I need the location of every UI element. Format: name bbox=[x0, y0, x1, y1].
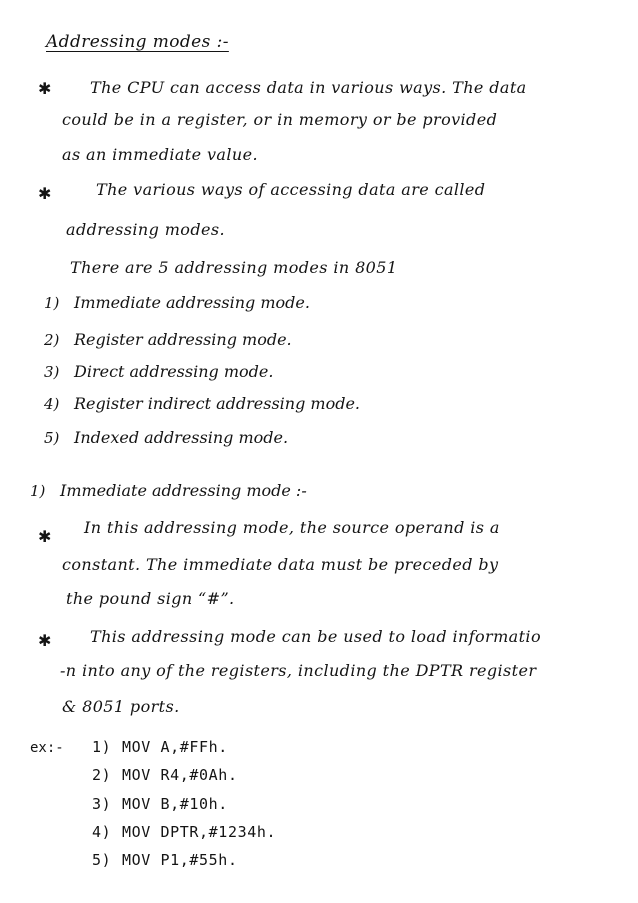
mode-list-item bbox=[44, 428, 288, 447]
mode-list-item bbox=[44, 293, 310, 312]
mode-label: Register indirect addressing mode. bbox=[74, 394, 361, 413]
modes-count-line: There are 5 addressing modes in 8051 bbox=[70, 258, 398, 277]
intro-bullet1-line2: could be in a register, or in memory or be provided bbox=[62, 110, 498, 129]
mode-number: 1) bbox=[44, 294, 60, 312]
mode-list-item bbox=[44, 362, 273, 381]
section1-bullet1-line1: In this addressing mode, the source operand is a bbox=[84, 518, 500, 537]
mode-label: Indexed addressing mode. bbox=[74, 428, 289, 447]
example-number: 3) bbox=[92, 795, 112, 813]
section1-bullet2-line1: This addressing mode can be used to load informatio bbox=[90, 627, 541, 646]
mode-number: 3) bbox=[44, 363, 60, 381]
section-heading bbox=[30, 481, 307, 500]
example-code: MOV P1,#55h. bbox=[122, 851, 238, 869]
section1-bullet1-line2: constant. The immediate data must be preceded by bbox=[62, 555, 499, 574]
example-item bbox=[92, 795, 228, 813]
page-title: Addressing modes :- bbox=[46, 32, 229, 52]
example-number: 4) bbox=[92, 823, 112, 841]
example-number: 2) bbox=[92, 766, 112, 784]
example-item bbox=[92, 766, 238, 784]
example-item bbox=[92, 851, 238, 869]
intro-bullet1-line1: The CPU can access data in various ways. The data bbox=[90, 78, 527, 97]
section1-bullet1-line3: the pound sign “#”. bbox=[66, 589, 235, 608]
section-number: 1) bbox=[30, 482, 46, 500]
asterisk-icon: ✱ bbox=[38, 79, 52, 98]
example-number: 5) bbox=[92, 851, 112, 869]
example-item bbox=[92, 823, 276, 841]
section1-bullet2-line2: -n into any of the registers, including the DPTR register bbox=[60, 661, 537, 680]
intro-bullet2-line1: The various ways of accessing data are called bbox=[96, 180, 486, 199]
mode-number: 4) bbox=[44, 395, 60, 413]
mode-label: Immediate addressing mode. bbox=[74, 293, 310, 312]
mode-number: 2) bbox=[44, 331, 60, 349]
example-item bbox=[92, 738, 228, 756]
example-code: MOV B,#10h. bbox=[122, 795, 228, 813]
mode-list-item bbox=[44, 330, 292, 349]
mode-label: Direct addressing mode. bbox=[74, 362, 274, 381]
section-title: Immediate addressing mode :- bbox=[60, 481, 307, 500]
mode-list-item bbox=[44, 394, 360, 413]
examples-label: ex:- bbox=[30, 740, 64, 756]
example-code: MOV R4,#0Ah. bbox=[122, 766, 238, 784]
asterisk-icon: ✱ bbox=[38, 527, 52, 546]
example-code: MOV DPTR,#1234h. bbox=[122, 823, 277, 841]
asterisk-icon: ✱ bbox=[38, 184, 52, 203]
intro-bullet1-line3: as an immediate value. bbox=[62, 145, 258, 164]
asterisk-icon: ✱ bbox=[38, 631, 52, 650]
intro-bullet2-line2: addressing modes. bbox=[66, 220, 225, 239]
mode-number: 5) bbox=[44, 429, 60, 447]
example-code: MOV A,#FFh. bbox=[122, 738, 228, 756]
mode-label: Register addressing mode. bbox=[74, 330, 292, 349]
section1-bullet2-line3: & 8051 ports. bbox=[62, 697, 180, 716]
example-number: 1) bbox=[92, 738, 112, 756]
